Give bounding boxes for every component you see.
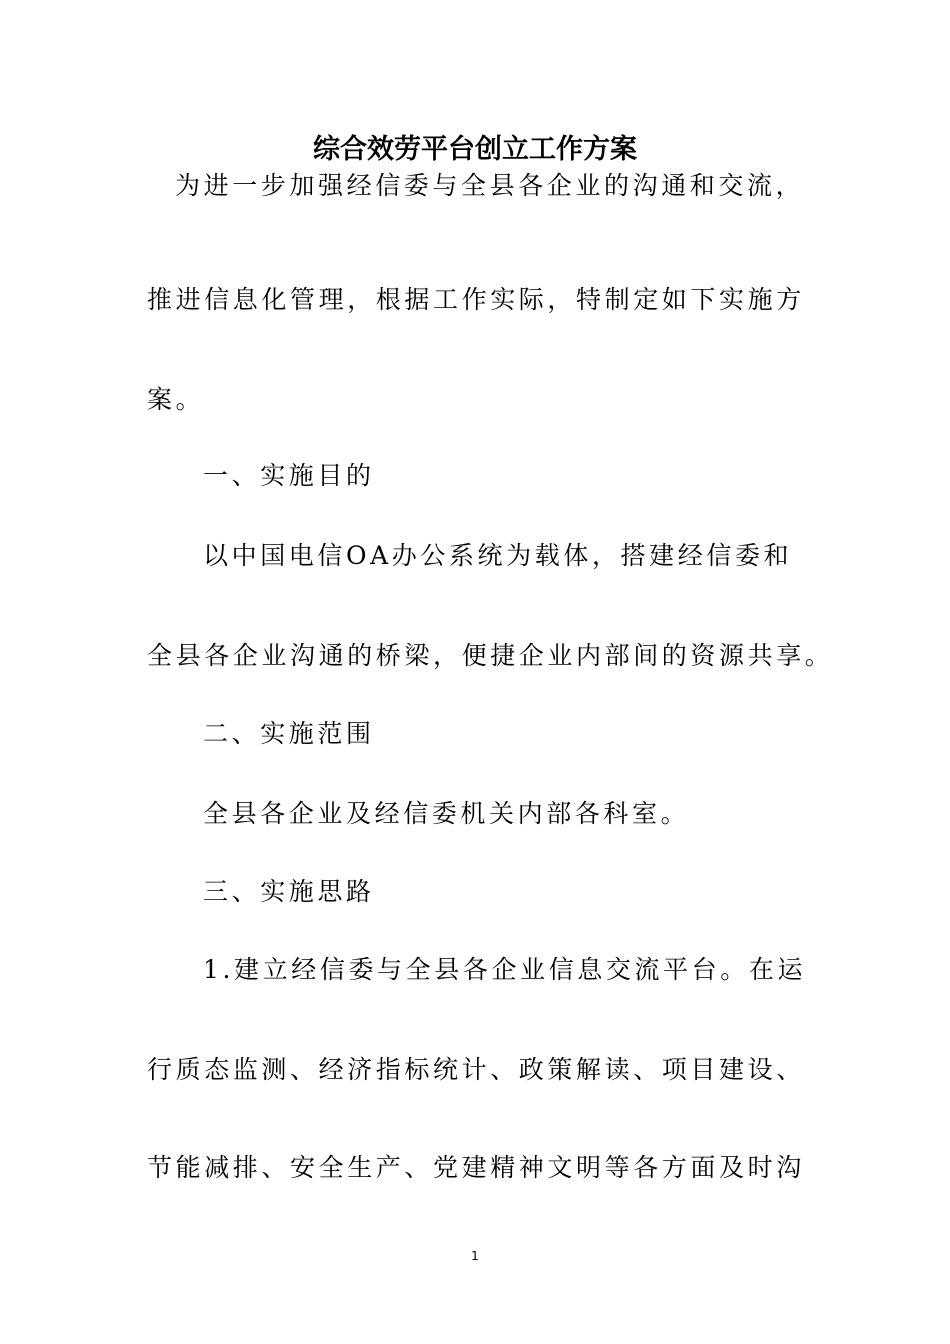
section-heading-1: 一、实施目的 xyxy=(203,461,375,490)
paragraph-line-4: 以中国电信OA办公系统为载体，搭建经信委和 xyxy=(203,541,793,570)
paragraph-line-2: 推进信息化管理，根据工作实际，特制定如下实施方 xyxy=(147,285,805,314)
page-number: 1 xyxy=(471,1249,479,1263)
document-title: 综合效劳平台创立工作方案 xyxy=(313,134,637,165)
paragraph-line-6: 全县各企业及经信委机关内部各科室。 xyxy=(203,799,690,828)
paragraph-line-5: 全县各企业沟通的桥梁，便捷企业内部间的资源共享。 xyxy=(147,641,834,670)
section-heading-2: 二、实施范围 xyxy=(203,719,375,748)
paragraph-line-8: 行质态监测、经济指标统计、政策解读、项目建设、 xyxy=(147,1055,805,1084)
paragraph-line-9: 节能减排、安全生产、党建精神文明等各方面及时沟 xyxy=(147,1153,805,1182)
paragraph-line-1: 为进一步加强经信委与全县各企业的沟通和交流， xyxy=(175,171,805,200)
paragraph-line-3: 案。 xyxy=(147,385,205,414)
section-heading-3: 三、实施思路 xyxy=(203,877,375,906)
paragraph-line-7: 1.建立经信委与全县各企业信息交流平台。在运 xyxy=(203,955,807,984)
